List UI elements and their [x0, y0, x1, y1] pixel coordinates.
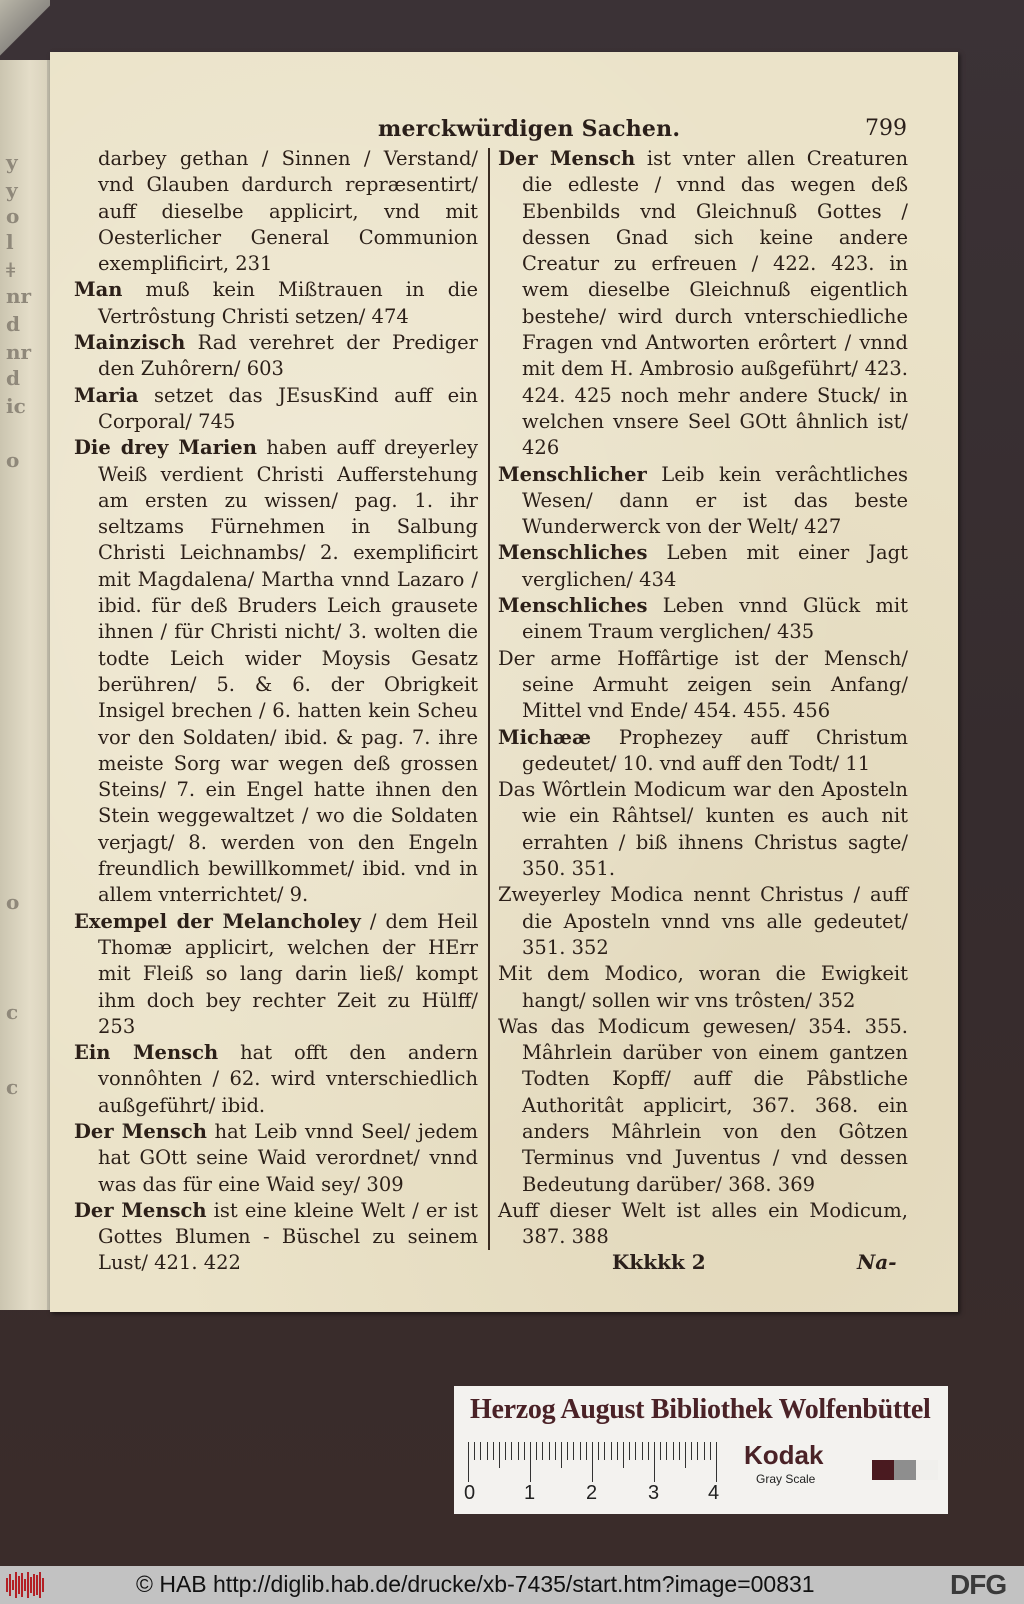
index-entry: [498, 725, 908, 778]
ruler-tick: [573, 1442, 574, 1460]
ruler-label: 0: [464, 1482, 476, 1504]
catchword: Na-: [857, 1250, 897, 1274]
ruler-tick: [505, 1442, 506, 1460]
index-entry-keyword: Menschliches: [498, 594, 648, 618]
index-entry-keyword: Maria: [74, 383, 139, 407]
index-column-right: [498, 146, 908, 1250]
index-entry-text: ist vnter allen Creaturen die edleste / vnnd das wegen deß Ebenbilds vnd Gleichnuß Gottes / dessen Gnad sich keine andere Creatur zu erfreuen / 422. 423. in wem dieselbe Gleichnuß eigentlich bestehe/ wird durch vnterschiedliche Fragen vnd Antworten erôrtert / vnnd mit dem H. Ambrosio außgeführt/ 423. 424. 425 noch mehr andere Stuck/ in welchen vnsere Seel GOtt âhnlich ist/ 426: [522, 147, 908, 460]
ruler-tick: [499, 1442, 500, 1468]
ruler-tick: [716, 1442, 717, 1482]
color-calibration-card: [454, 1386, 948, 1514]
index-entry-text: Das Wôrtlein Modicum war den Aposteln wie ein Râhtsel/ kunten es auch nit errahten / biß ihnens Christus sagte/ 350. 351.: [498, 778, 908, 881]
index-entry: [498, 146, 908, 462]
ruler-tick: [586, 1442, 587, 1460]
index-entry: [74, 1198, 478, 1277]
index-entry: [74, 330, 478, 383]
ruler-tick: [623, 1442, 624, 1468]
index-entry: [74, 277, 478, 330]
index-entry: [498, 1014, 908, 1198]
ruler-tick: [710, 1442, 711, 1460]
index-entry-keyword: Man: [74, 278, 123, 302]
index-entry-keyword: Menschliches: [498, 541, 648, 565]
index-entry: [74, 909, 478, 1040]
gray-swatch: [872, 1460, 894, 1480]
library-name: Herzog August Bibliothek Wolfenbüttel: [470, 1394, 931, 1425]
index-entry-keyword: Michææ: [498, 725, 592, 749]
facing-page-fragment: o: [6, 204, 20, 228]
index-entry: [498, 961, 908, 1014]
page-number: 799: [865, 116, 907, 141]
ruler-tick: [555, 1442, 556, 1460]
facing-page-fragment: y: [6, 178, 18, 202]
ruler-tick: [493, 1442, 494, 1460]
dfg-logo: DFG: [950, 1569, 1007, 1600]
ruler-tick: [524, 1442, 525, 1460]
index-entry-text: muß kein Mißtrauen in die Vertrôstung Christi setzen/ 474: [98, 278, 478, 328]
index-entry-text: Leib kein verâchtliches Wesen/ dann er ist das beste Wunderwerck von der Welt/ 427: [522, 462, 908, 539]
index-entry-keyword: Ein Mensch: [74, 1041, 219, 1065]
index-entry-text: hat Leib vnnd Seel/ jedem hat GOtt seine Waid verordnet/ vnnd was das für eine Waid sey/ 309: [98, 1119, 478, 1196]
facing-page-fragment: l: [6, 230, 14, 254]
ruler-tick: [580, 1442, 581, 1460]
index-entry-text: Mit dem Modico, woran die Ewigkeit hangt/ sollen wir vns trôsten/ 352: [498, 962, 908, 1012]
ruler-labels: [464, 1482, 724, 1506]
ruler-tick: [487, 1442, 488, 1460]
ruler-tick: [592, 1442, 593, 1482]
ruler-tick: [474, 1442, 475, 1460]
facing-page-fragment: c: [6, 1075, 19, 1099]
index-entry-text: Leben vnnd Glück mit einem Traum verglichen/ 435: [522, 594, 908, 644]
ruler-tick: [673, 1442, 674, 1460]
index-entry: [498, 462, 908, 541]
index-entry-keyword: Exempel der Melancholey: [74, 909, 361, 933]
ruler-tick: [635, 1442, 636, 1460]
facing-page-fragment: d: [6, 366, 20, 390]
ruler-tick: [542, 1442, 543, 1460]
facing-page-fragment: d: [6, 312, 20, 336]
ruler-tick: [642, 1442, 643, 1460]
hab-logo-icon: [6, 1572, 46, 1598]
ruler-tick: [666, 1442, 667, 1460]
ruler-tick: [611, 1442, 612, 1460]
facing-page-fragment: o: [6, 890, 20, 914]
footer-bar: [0, 1566, 1024, 1604]
gray-scale-swatches: [872, 1460, 938, 1480]
ruler-tick: [685, 1442, 686, 1468]
index-column-left: [74, 146, 478, 1277]
kodak-logo: Kodak: [744, 1440, 824, 1470]
ruler-scale: [468, 1442, 718, 1482]
index-entry: [498, 1198, 908, 1251]
ruler-label: 3: [648, 1482, 660, 1504]
running-head: merckwürdigen Sachen.: [378, 116, 681, 142]
ruler-tick: [617, 1442, 618, 1460]
ruler-tick: [704, 1442, 705, 1460]
facing-page-fragment: nr: [6, 340, 32, 364]
ruler-tick: [518, 1442, 519, 1460]
ruler-label: 4: [708, 1482, 720, 1504]
index-entry-text: ist eine kleine Welt / er ist Gottes Blumen - Büschel zu seinem Lust/ 421. 422: [98, 1198, 478, 1275]
ruler-tick: [536, 1442, 537, 1460]
page-shadow: [0, 0, 50, 60]
signature-mark: Kkkkk 2: [612, 1250, 706, 1274]
ruler-label: 1: [524, 1482, 536, 1504]
index-entry-keyword: Der Mensch: [74, 1198, 207, 1222]
index-entry-keyword: Der Mensch: [498, 147, 636, 170]
index-entry-text: Was das Modicum gewesen/ 354. 355. Mâhrlein darüber von einem gantzen Todten Kopff/ auff die Pâbstliche Authoritât applicirt, 367. 368. ein anders Mâhrlein von den Gôtzen Terminus vnd Juventus / vnd dessen Bedeutung darüber/ 368. 369: [498, 1014, 908, 1196]
facing-page-fragment: ic: [6, 394, 26, 418]
facing-page-fragment: ǂ: [6, 258, 16, 282]
ruler-tick: [598, 1442, 599, 1460]
ruler-tick: [679, 1442, 680, 1460]
index-entry-text: Leben mit einer Jagt verglichen/ 434: [522, 541, 908, 591]
ruler-tick: [530, 1442, 531, 1482]
index-entry-text: Zweyerley Modica nennt Christus / auff die Aposteln vnnd vns alle gedeutet/ 351. 352: [498, 883, 908, 959]
ruler-tick: [697, 1442, 698, 1460]
index-entry-keyword: Mainzisch: [74, 331, 186, 355]
index-entry-text: hat offt den andern vonnôhten / 62. wird vnterschiedlich außgeführt/ ibid.: [98, 1041, 478, 1117]
index-entry: [498, 540, 908, 593]
index-entry-text: Auff dieser Welt ist alles ein Modicum, 387. 388: [498, 1198, 908, 1249]
index-entry: [498, 646, 908, 725]
ruler-tick: [691, 1442, 692, 1460]
ruler-tick: [480, 1442, 481, 1460]
ruler-label: 2: [586, 1482, 598, 1504]
index-entry-text: Rad verehret der Prediger den Zuhôrern/ 603: [98, 331, 478, 381]
gray-scale-label: Gray Scale: [756, 1472, 816, 1486]
index-entry-text: darbey gethan / Sinnen / Verstand/ vnd Glauben dardurch repræsentirt/ auff dieselbe applicirt, vnd mit Oesterlicher General Communion exemplificirt, 231: [98, 147, 478, 276]
index-entry-text: haben auff dreyerley Weiß verdient Christi Aufferstehung am ersten zu wissen/ pag. 1. ihr seltzams Fürnehmen in Salbung Christi Leichnambs/ 2. exemplificirt mit Magdalena/ Martha vnnd Lazaro / ibid. für deß Bruders Leich grausete ihnen / für Christi nicht/ 3. wolten die todte Leich wider Moysis Gesatz berühren/ 5. & 6. der Obrigkeit Insigel brechen / 6. hatten kein Scheu vor den Soldaten/ ibid. & pag. 7. ihre meiste Sorg war wegen deß grossen Steins/ 7. ein Engel hatte ihnen den Stein weggewaltzet / wo die Soldaten verjagt/ 8. werden von den Engeln freundlich bewillkommet/ ibid. vnd in allem vnterrichtet/ 9.: [98, 436, 478, 907]
ruler-tick: [511, 1442, 512, 1460]
ruler-tick: [629, 1442, 630, 1460]
index-entry-text: / dem Heil Thomæ applicirt, welchen der HErr mit Fleiß so lang darin ließ/ kompt ihm doch bey rechter Zeit zu Hülff/ 253: [98, 909, 478, 1038]
facing-page-fragment: y: [6, 150, 18, 174]
column-rule: [488, 148, 490, 1250]
index-entry-text: Der arme Hoffârtige ist der Mensch/ seine Armuht zeigen sein Anfang/ Mittel vnd Ende/ 454. 455. 456: [498, 646, 908, 723]
index-entry-keyword: Die drey Marien: [74, 436, 257, 460]
ruler-tick: [660, 1442, 661, 1460]
facing-page-fragment: o: [6, 448, 20, 472]
index-entry: [498, 882, 908, 961]
ruler-tick: [604, 1442, 605, 1460]
gray-swatch: [916, 1460, 938, 1480]
index-entry-text: setzet das JEsusKind auff ein Corporal/ 745: [98, 383, 478, 433]
index-entry: [498, 777, 908, 882]
index-entry-keyword: Menschlicher: [498, 462, 647, 486]
ruler-tick: [654, 1442, 655, 1482]
index-entry-text: Prophezey auff Christum gedeutet/ 10. vnd auff den Todt/ 11: [522, 725, 908, 775]
index-entry: [74, 383, 478, 436]
ruler-tick: [468, 1442, 469, 1482]
index-entry: [74, 146, 478, 277]
facing-page-fragment: nr: [6, 284, 32, 308]
index-entry: [74, 435, 478, 908]
index-entry: [74, 1119, 478, 1198]
index-entry-keyword: Der Mensch: [74, 1119, 207, 1143]
gray-swatch: [894, 1460, 916, 1480]
index-entry: [498, 593, 908, 646]
ruler-tick: [561, 1442, 562, 1468]
facing-page-fragment: c: [6, 1000, 19, 1024]
ruler-tick: [549, 1442, 550, 1460]
copyright-link[interactable]: © HAB http://diglib.hab.de/drucke/xb-7435/start.htm?image=00831: [136, 1571, 815, 1597]
ruler-tick: [648, 1442, 649, 1460]
ruler-tick: [567, 1442, 568, 1460]
index-entry: [74, 1040, 478, 1119]
